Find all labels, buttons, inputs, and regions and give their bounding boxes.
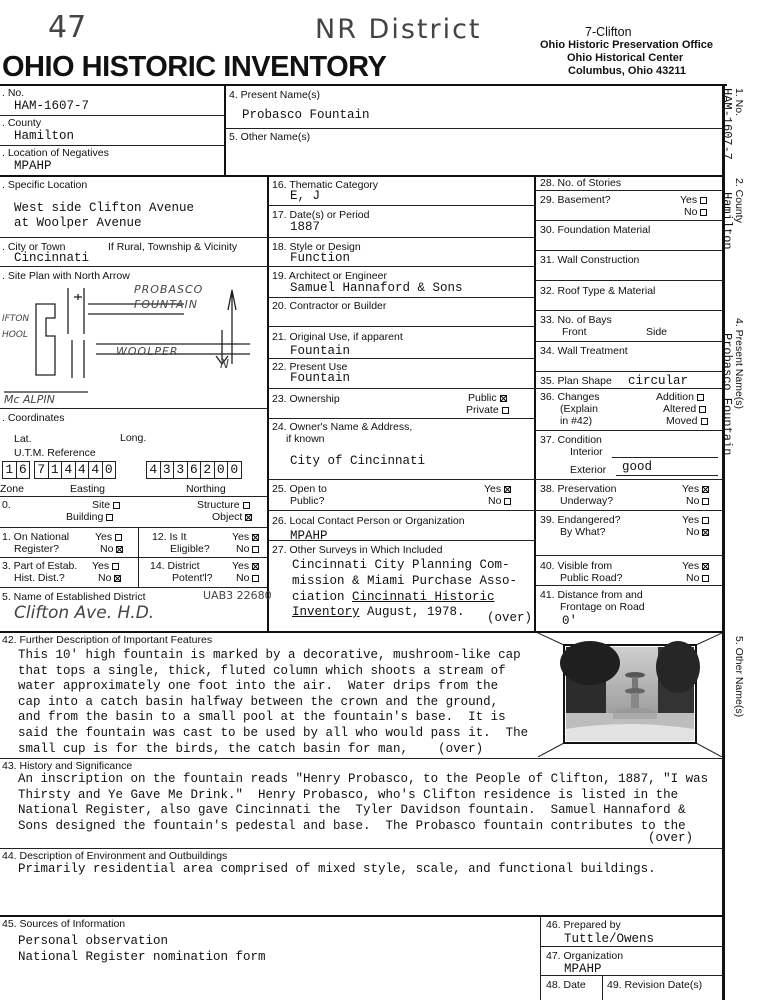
history-label: 43. History and Significance: [2, 760, 133, 772]
part-estab-no: No: [98, 572, 121, 584]
utm-zone-digit: 6: [18, 462, 27, 477]
siteplan-school: HOOL: [2, 330, 28, 340]
utm-northing-digit: 0: [215, 462, 229, 478]
rule-m9: [268, 479, 535, 480]
sidebar-present-label: 4. Present Name(s): [733, 318, 745, 410]
on-national-yes: Yes: [95, 531, 122, 543]
utm-easting: [34, 461, 116, 479]
open-no-checkbox[interactable]: [504, 498, 511, 505]
rule-r5: [535, 310, 723, 311]
form-id: 7-Clifton: [585, 25, 632, 39]
interior-label: Interior: [570, 446, 603, 458]
utm-northing-digit: 0: [230, 462, 239, 477]
rule-src-top: [0, 915, 724, 917]
on-national-yes-checkbox[interactable]: [115, 534, 122, 541]
utm-label: U.T.M. Reference: [14, 447, 96, 459]
district-no-checkbox[interactable]: [252, 575, 259, 582]
visible-yes-checkbox[interactable]: [702, 563, 709, 570]
present-name-value: Probasco Fountain: [242, 108, 370, 122]
hand-number: 47: [48, 10, 87, 45]
underway-label: Underway?: [560, 495, 614, 507]
visible-no: No: [686, 572, 709, 584]
exterior-value: good: [622, 460, 653, 474]
private-checkbox[interactable]: [502, 407, 509, 414]
siteplan-woolper: WOOLPER: [116, 345, 179, 358]
rule-r11: [535, 510, 723, 511]
utm-northing-digit: 4: [147, 462, 161, 478]
wall-treatment-label: 34. Wall Treatment: [540, 345, 628, 357]
basement-label: 29. Basement?: [540, 194, 611, 206]
northing-label: Northing: [186, 483, 226, 495]
category-label: 0.: [2, 499, 11, 511]
rule-m10: [268, 510, 535, 511]
description-line: water approximately one foot into the air. Water drips from the: [18, 679, 499, 694]
rule-present-other: [225, 128, 723, 129]
fountain-photo: [538, 633, 722, 757]
description-label: 42. Further Description of Important Features: [2, 634, 213, 646]
hist-dist-label: Hist. Dist.?: [14, 572, 65, 584]
rule-prep-date-split: [602, 975, 603, 1000]
rule-r6: [535, 341, 723, 342]
contractor-label: 20. Contractor or Builder: [272, 300, 387, 312]
structure-option: Structure: [197, 499, 250, 511]
rule-m4: [268, 297, 535, 298]
rule-env-top: [0, 848, 723, 849]
open-yes-checkbox[interactable]: [504, 486, 511, 493]
altered-option: Altered: [663, 403, 706, 415]
prepared-label: 46. Prepared by: [546, 919, 621, 931]
specific-location-line1: West side Clifton Avenue: [14, 201, 195, 215]
building-checkbox[interactable]: [106, 514, 113, 521]
preservation-no-checkbox[interactable]: [702, 498, 709, 505]
rule-r9: [535, 430, 723, 431]
rule-l7: [0, 587, 268, 588]
sidebar-no-value: HAM-1607-7: [720, 88, 734, 161]
long-label: Long.: [120, 432, 147, 444]
name-district-label: 5. Name of Established District: [2, 591, 146, 603]
history-line: Sons designed the fountain's pedestal and base. The Probasco fountain contributes to the: [18, 818, 686, 833]
owner-label-2: if known: [286, 433, 325, 445]
utm-easting-digit: 0: [104, 462, 113, 477]
endangered-label: 39. Endangered?: [540, 514, 621, 526]
original-use-value: Fountain: [290, 344, 351, 358]
open-label: 25. Open to: [272, 483, 327, 495]
environment-value: Primarily residential area comprised of mixed style, scale, and functional buildings.: [18, 862, 656, 876]
hand-nr-district: NR District: [315, 14, 482, 45]
object-option: Object: [212, 511, 252, 523]
object-checkbox[interactable]: [245, 514, 252, 521]
present-name-label: 4. Present Name(s): [229, 89, 321, 101]
district-label: 14. District: [150, 560, 200, 572]
utm-easting-digit: 7: [35, 462, 49, 478]
district-yes-checkbox[interactable]: [252, 563, 259, 570]
page-title: OHIO HISTORIC INVENTORY: [2, 51, 387, 83]
part-estab-no-checkbox[interactable]: [114, 575, 121, 582]
on-national-no-checkbox[interactable]: [116, 546, 123, 553]
local-contact-label: 26. Local Contact Person or Organization: [272, 515, 465, 527]
front-label: Front: [562, 326, 587, 338]
rule-top: [0, 84, 727, 86]
rule-m5: [268, 326, 535, 327]
utm-northing-digit: 3: [161, 462, 175, 478]
basement-no-checkbox[interactable]: [700, 209, 707, 216]
date-prepared-label: 48. Date: [546, 979, 586, 991]
thematic-value: E, J: [290, 189, 321, 203]
utm-easting-digit: 1: [49, 462, 63, 478]
moved-option: Moved: [666, 415, 708, 427]
side-label: Side: [646, 326, 668, 338]
part-estab-yes-checkbox[interactable]: [112, 563, 119, 570]
history-line: Thirsty and Ye Gave Me Drink." Henry Probasco, who's Clifton residence is listed in the: [18, 787, 679, 802]
eligible-label: Eligible?: [170, 543, 210, 555]
basement-yes: Yes: [680, 194, 707, 206]
siteplan-label: . Site Plan with North Arrow: [2, 270, 130, 282]
sources-label: 45. Sources of Information: [2, 918, 126, 930]
potent-label: Potent'l?: [172, 572, 213, 584]
rule-l2: [0, 266, 268, 267]
rule-col-right: [534, 175, 536, 631]
preservation-yes-checkbox[interactable]: [702, 486, 709, 493]
preservation-no: No: [686, 495, 709, 507]
rule-county-neg: [0, 145, 225, 146]
changes-label: 36. Changes: [540, 391, 600, 403]
open-no: No: [488, 495, 511, 507]
basement-no: No: [684, 206, 707, 218]
description-line: and from the basin to a small pool at the fountain's base. It is: [18, 710, 506, 725]
utm-easting-digit: 4: [76, 462, 90, 478]
addition-option: Addition: [656, 391, 704, 403]
eligible-yes-checkbox[interactable]: [252, 534, 259, 541]
utm-zone: [2, 461, 30, 479]
frontage-label: Frontage on Road: [560, 601, 645, 613]
history-over: (over): [648, 831, 694, 845]
rule-no-county: [0, 115, 225, 116]
description-line: cap into a catch basin halfway between the crown and the ground,: [18, 694, 499, 709]
zone-label: Zone: [0, 483, 24, 495]
rule-l3: [0, 408, 268, 409]
siteplan-fountain: FOUNTAIN: [134, 298, 198, 311]
siteplan-north: N: [220, 357, 229, 371]
eligible-no-checkbox[interactable]: [252, 546, 259, 553]
name-district-hand: Clifton Ave. H.D.: [14, 603, 155, 623]
utm-northing: [146, 461, 242, 479]
sidebar-county-label: 2. County: [733, 178, 745, 223]
private-option: Private: [466, 404, 509, 416]
is-it-label: 12. Is It: [152, 531, 187, 543]
ownership-label: 23. Ownership: [272, 393, 340, 405]
sources-line2: National Register nomination form: [18, 950, 266, 964]
public-checkbox[interactable]: [500, 395, 507, 402]
open-yes: Yes: [484, 483, 511, 495]
organization-label: 47. Organization: [546, 950, 624, 962]
architect-value: Samuel Hannaford & Sons: [290, 281, 463, 295]
no-label: . No.: [2, 87, 25, 99]
utm-easting-digit: 4: [89, 462, 103, 478]
no-value: HAM-1607-7: [14, 99, 90, 113]
present-use-label: 22. Present Use: [272, 361, 348, 373]
in42-label: in #42): [560, 415, 593, 427]
part-estab-yes: Yes: [92, 560, 119, 572]
siteplan-clifton: IFTON: [2, 314, 30, 324]
explain-label: (Explain: [560, 403, 598, 415]
specific-location-line2: at Woolper Avenue: [14, 216, 142, 230]
negatives-value: MPAHP: [14, 159, 52, 173]
rule-r3: [535, 250, 723, 251]
basement-yes-checkbox[interactable]: [700, 197, 707, 204]
description-line: small cup is for the birds, the catch basin for man, (over): [18, 741, 484, 756]
owner-value: City of Cincinnati: [290, 454, 426, 468]
lat-label: Lat.: [14, 433, 32, 445]
rule-col-left-top: [224, 84, 226, 176]
wall-construction-label: 31. Wall Construction: [540, 254, 640, 266]
endangered-yes: Yes: [682, 514, 709, 526]
rule-m3: [268, 266, 535, 267]
site-checkbox[interactable]: [113, 502, 120, 509]
distance-label: 41. Distance from and: [540, 589, 643, 601]
architect-label: 19. Architect or Engineer: [272, 270, 387, 282]
other-surveys-line3: ciation Cincinnati Historic: [292, 590, 495, 604]
utm-northing-digit: 3: [174, 462, 188, 478]
district-yes: Yes: [232, 560, 259, 572]
description-line: This 10' high fountain is marked by a decorative, mushroom-like cap: [18, 648, 521, 662]
other-name-label: 5. Other Name(s): [229, 131, 311, 143]
visible-yes: Yes: [682, 560, 709, 572]
coordinates-label: . Coordinates: [2, 412, 65, 424]
building-option: Building: [66, 511, 113, 523]
rule-m8: [268, 418, 535, 419]
original-use-label: 21. Original Use, if apparent: [272, 331, 403, 343]
open-label-2: Public?: [290, 495, 325, 507]
rule-l6: [0, 557, 268, 558]
part-estab-label: 3. Part of Estab.: [2, 560, 78, 572]
endangered-no: No: [686, 526, 709, 538]
easting-label: Easting: [70, 483, 106, 495]
present-use-value: Fountain: [290, 371, 351, 385]
utm-northing-digit: 2: [201, 462, 215, 478]
rule-r13: [535, 585, 723, 586]
rule-l1: [0, 237, 268, 238]
public-road-label: Public Road?: [560, 572, 623, 584]
other-surveys-line4: Inventory August, 1978.: [292, 605, 465, 619]
city-label: . City or Town: [2, 241, 66, 253]
rule-r4: [535, 280, 723, 281]
distance-value: 0': [562, 614, 578, 628]
county-label: . County: [2, 117, 42, 129]
society-name: Ohio Historical Center: [567, 52, 684, 64]
rule-l5: [0, 527, 268, 528]
style-value: Function: [290, 251, 351, 265]
rural-label: If Rural, Township & Vicinity: [108, 241, 238, 253]
sidebar-other-label: 5. Other Name(s): [733, 636, 745, 718]
thematic-label: 16. Thematic Category: [272, 179, 379, 191]
other-surveys-over: (over): [487, 611, 533, 625]
site-option: Site: [92, 499, 120, 511]
addition-checkbox[interactable]: [697, 394, 704, 401]
rule-r12: [535, 555, 723, 556]
sources-line1: Personal observation: [18, 934, 169, 948]
endangered-no-checkbox[interactable]: [702, 529, 709, 536]
prepared-value: Tuttle/Owens: [564, 932, 655, 946]
on-national-no: No: [100, 543, 123, 555]
revision-label: 49. Revision Date(s): [607, 979, 703, 991]
roof-label: 32. Roof Type & Material: [540, 285, 656, 297]
county-value: Hamilton: [14, 129, 75, 143]
sidebar-no-label: 1. No.: [733, 88, 745, 117]
office-name: Ohio Historic Preservation Office: [540, 39, 713, 51]
date-label: 17. Date(s) or Period: [272, 209, 370, 221]
other-surveys-label: 27. Other Surveys in Which Included: [272, 544, 443, 556]
specific-location-label: . Specific Location: [2, 179, 88, 191]
style-label: 18. Style or Design: [272, 241, 361, 253]
sidebar-county-value: Hamilton: [720, 192, 734, 250]
condition-label: 37. Condition: [540, 434, 602, 446]
utm-zone-digit: 1: [3, 462, 17, 478]
owner-label: 24. Owner's Name & Address,: [272, 421, 413, 433]
plan-shape-value: circular: [628, 374, 689, 388]
rule-r1: [535, 190, 723, 191]
altered-checkbox[interactable]: [699, 406, 706, 413]
foundation-label: 30. Foundation Material: [540, 224, 651, 236]
other-surveys-line1: Cincinnati City Planning Com-: [292, 558, 510, 572]
city-value: Cincinnati: [14, 251, 90, 265]
exterior-line: [616, 475, 718, 476]
preservation-label: 38. Preservation: [540, 483, 617, 495]
on-national-label: 1. On National: [2, 531, 70, 543]
history-line: An inscription on the fountain reads "Henry Probasco, to the People of Clifton, 1887, "I was: [18, 772, 709, 786]
structure-checkbox[interactable]: [243, 502, 250, 509]
rule-r7: [535, 371, 723, 372]
preservation-yes: Yes: [682, 483, 709, 495]
rule-prep-split: [540, 916, 541, 1000]
rule-col-mid: [267, 175, 269, 631]
rule-l-split: [138, 527, 139, 588]
utm-northing-digit: 6: [188, 462, 202, 478]
description-line: that tops a single, thick, fluted column which shoots a stream of: [18, 663, 506, 678]
bywhat-label: By What?: [560, 526, 606, 538]
office-city: Columbus, Ohio 43211: [568, 65, 686, 77]
district-no: No: [236, 572, 259, 584]
other-surveys-line2: mission & Miami Purchase Asso-: [292, 574, 518, 588]
stories-label: 28. No. of Stories: [540, 177, 622, 189]
siteplan-mcalpin: Mc ALPIN: [4, 393, 55, 406]
date-value: 1887: [290, 220, 321, 234]
moved-checkbox[interactable]: [701, 418, 708, 425]
rule-r2: [535, 220, 723, 221]
endangered-yes-checkbox[interactable]: [702, 517, 709, 524]
interior-line: [612, 457, 718, 458]
siteplan-probasco: PROBASCO: [134, 283, 204, 296]
negatives-label: . Location of Negatives: [2, 147, 109, 159]
exterior-label: Exterior: [570, 464, 607, 476]
name-district-hand2: UAB3 22680: [203, 589, 272, 602]
rule-m2: [268, 237, 535, 238]
eligible-no: No: [236, 543, 259, 555]
utm-easting-digit: 4: [62, 462, 76, 478]
visible-no-checkbox[interactable]: [702, 575, 709, 582]
rule-l4: [0, 496, 268, 497]
sidebar-present-value: Probasco Fountain: [720, 333, 734, 456]
description-line: said the fountain was cast to be used by all who would pass it. The: [18, 726, 529, 740]
public-option: Public: [468, 392, 507, 404]
organization-value: MPAHP: [564, 962, 602, 976]
rule-r10: [535, 479, 723, 480]
environment-label: 44. Description of Environment and Outbuildings: [2, 850, 228, 862]
register-label: Register?: [14, 543, 59, 555]
local-contact-value: MPAHP: [290, 529, 328, 543]
rule-m7: [268, 388, 535, 389]
rule-m1: [268, 205, 535, 206]
plan-shape-label: 35. Plan Shape: [540, 375, 612, 387]
bays-label: 33. No. of Bays: [540, 314, 612, 326]
rule-hist-top: [0, 758, 723, 759]
eligible-yes: Yes: [232, 531, 259, 543]
history-line: National Register, also gave Cincinnati the Tyler Davidson fountain. Samuel Hannaford &: [18, 803, 686, 818]
visible-label: 40. Visible from: [540, 560, 613, 572]
